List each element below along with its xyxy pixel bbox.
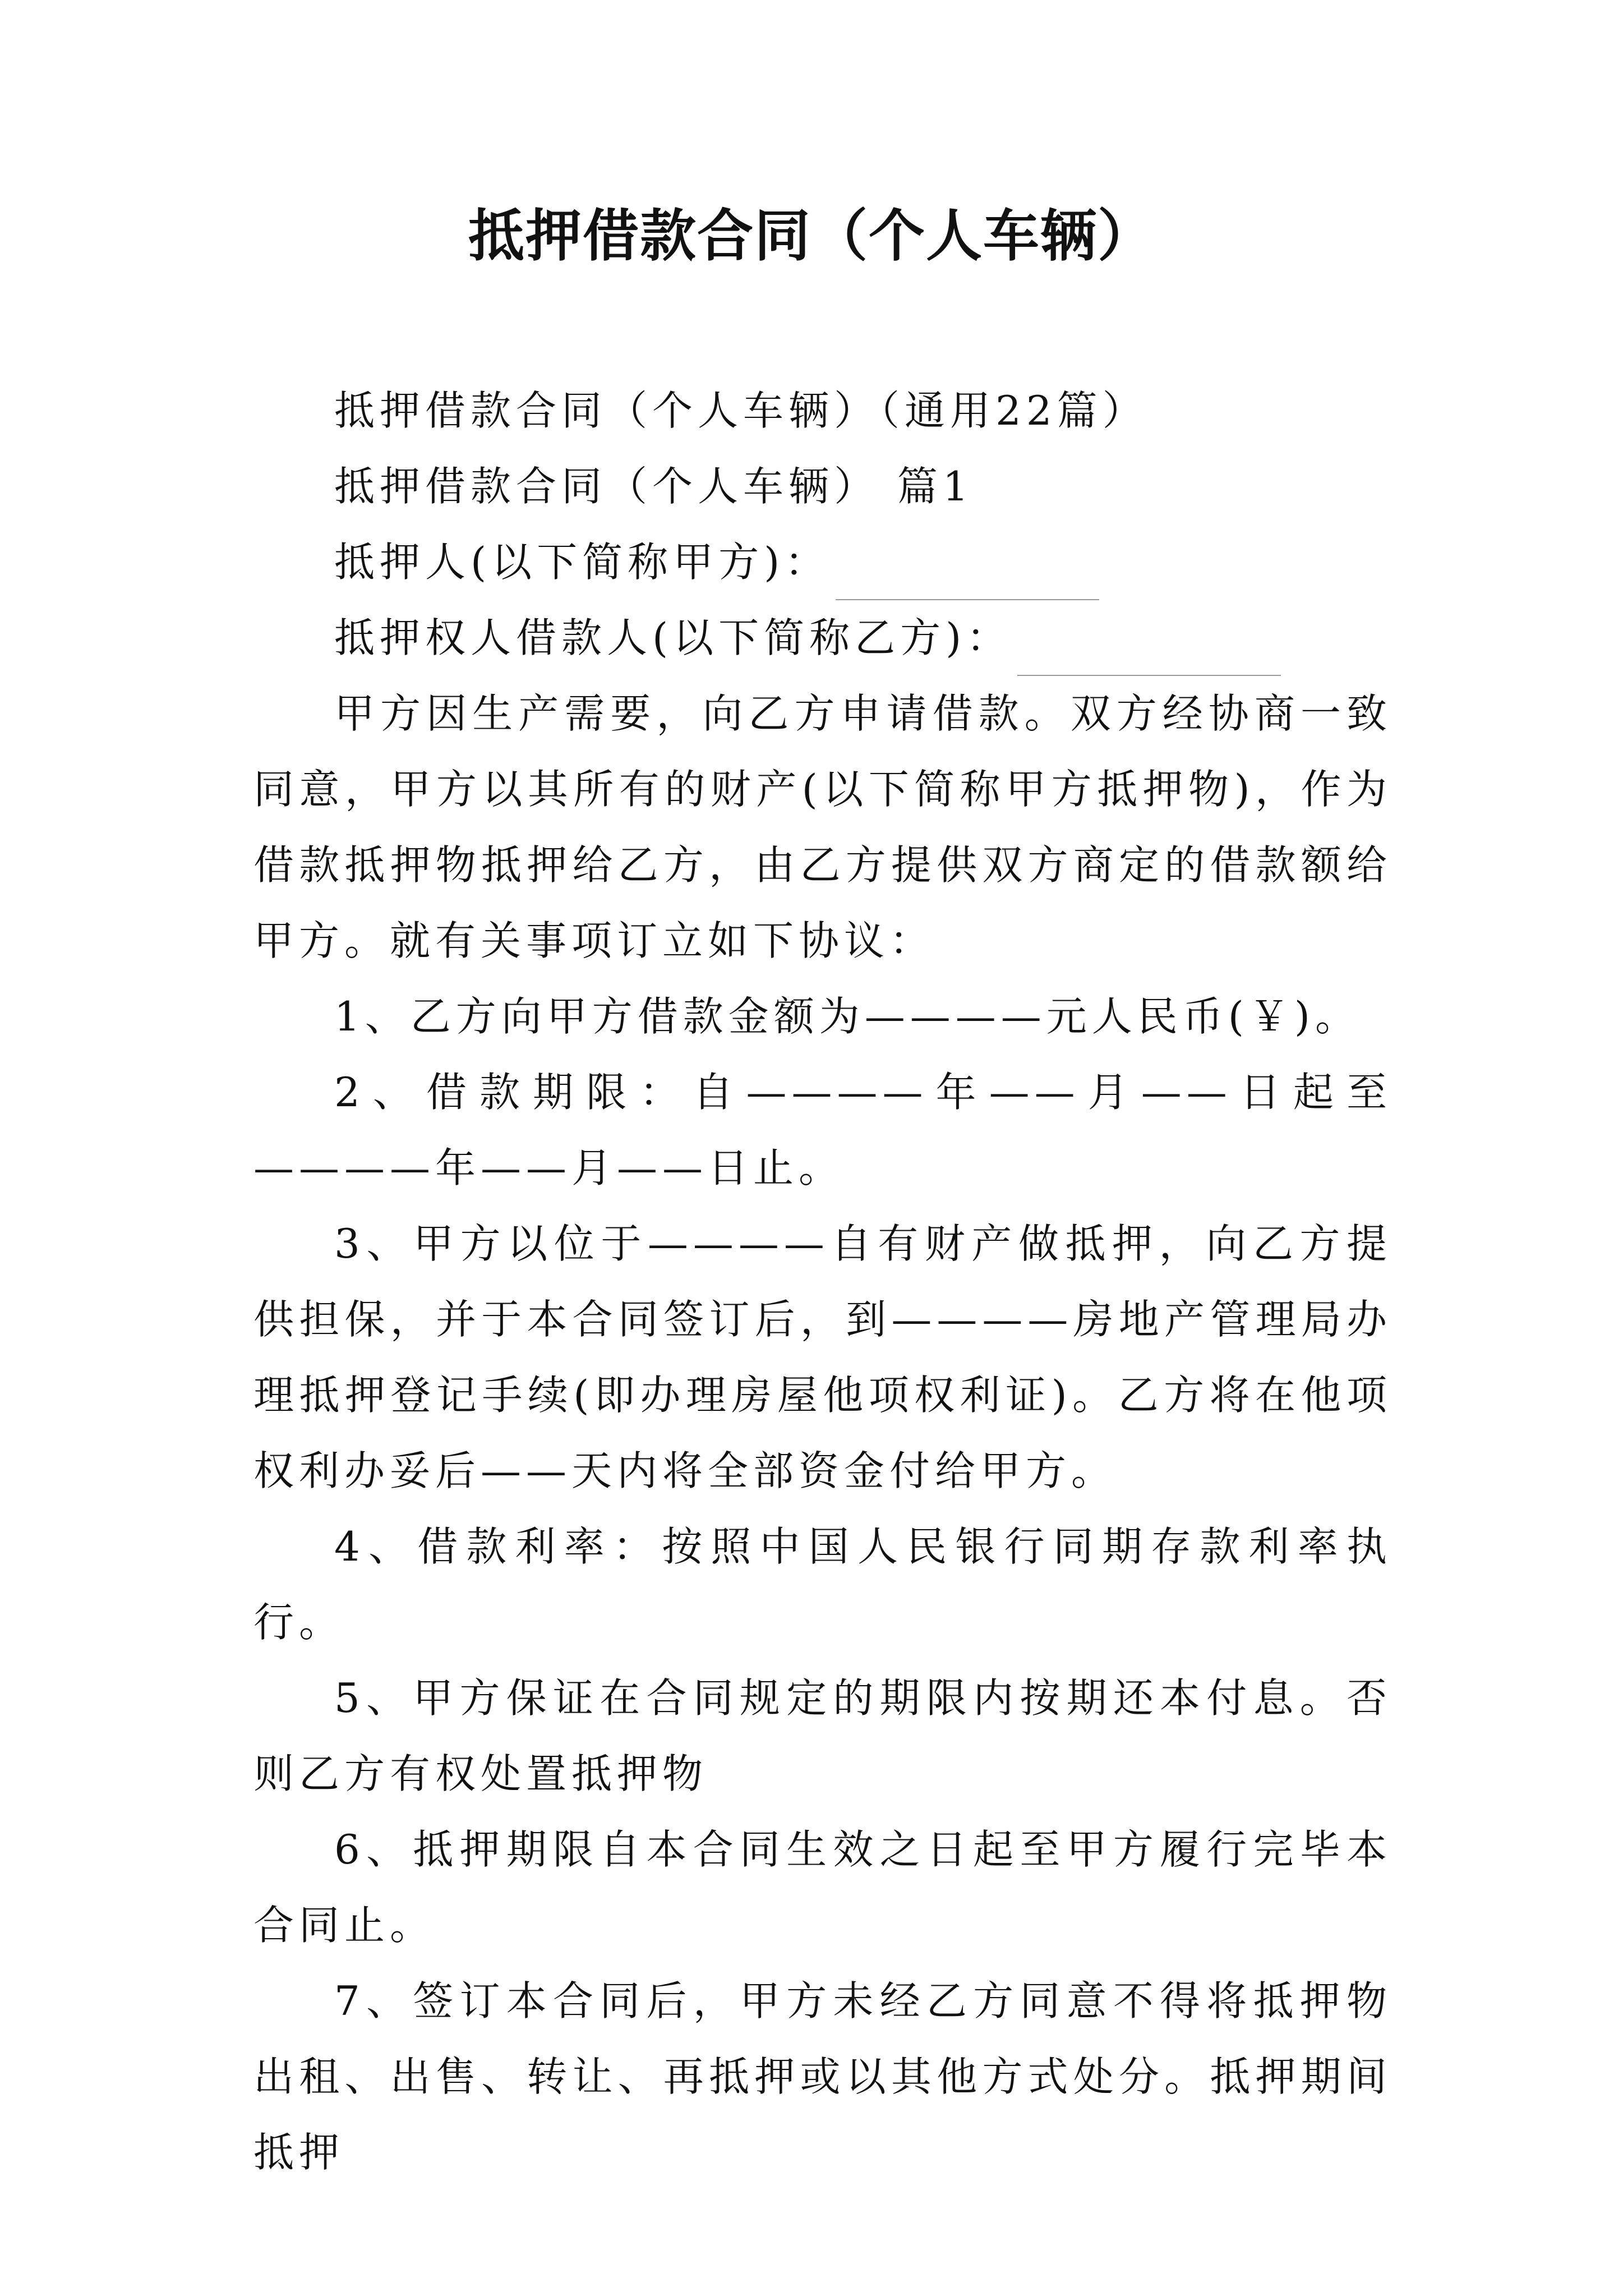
paragraph-clause-3: 3、甲方以位于————自有财产做抵押，向乙方提供担保，并于本合同签订后，到————房地产管理局办理抵押登记手续(即办理房屋他项权利证)。乙方将在他项权利办妥后——天内将全部资金付给甲方。 <box>253 1220 1392 1494</box>
mortgagee-label: 抵押权人借款人(以下简称乙方)： <box>334 614 1012 661</box>
paragraph-clause-5: 5、甲方保证在合同规定的期限内按期还本付息。否则乙方有权处置抵押物 <box>253 1674 1392 1797</box>
section-heading: 抵押借款合同（个人车辆） 篇1 <box>334 463 974 510</box>
paragraph-intro: 甲方因生产需要，向乙方申请借款。双方经协商一致同意，甲方以其所有的财产(以下简称甲方抵押物)，作为借款抵押物抵押给乙方，由乙方提供双方商定的借款额给甲方。就有关事项订立如下协议： <box>253 690 1392 964</box>
paragraph-clause-6: 6、抵押期限自本合同生效之日起至甲方履行完毕本合同止。 <box>253 1826 1392 1949</box>
document-subtitle: 抵押借款合同（个人车辆）（通用22篇） <box>334 387 1148 434</box>
mortgagor-line <box>253 524 1392 600</box>
document-body <box>253 373 1392 2191</box>
mortgagor-label: 抵押人(以下简称甲方)： <box>334 539 831 586</box>
document-title: 抵押借款合同（个人车辆） <box>468 203 1155 269</box>
mortgagee-line <box>253 600 1392 676</box>
paragraph-clause-7: 7、签订本合同后，甲方未经乙方同意不得将抵押物出租、出售、转让、再抵押或以其他方式处分。抵押期间抵押 <box>253 1977 1392 2176</box>
paragraph-clause-2: 2、借款期限：自————年——月——日起至————年——月——日止。 <box>253 1069 1392 1191</box>
paragraph-clause-1: 1、乙方向甲方借款金额为————元人民币(￥)。 <box>334 993 1361 1040</box>
mortgagor-blank <box>836 560 1099 600</box>
paragraph-clause-4: 4、借款利率：按照中国人民银行同期存款利率执行。 <box>253 1523 1392 1646</box>
mortgagee-blank <box>1017 636 1281 676</box>
